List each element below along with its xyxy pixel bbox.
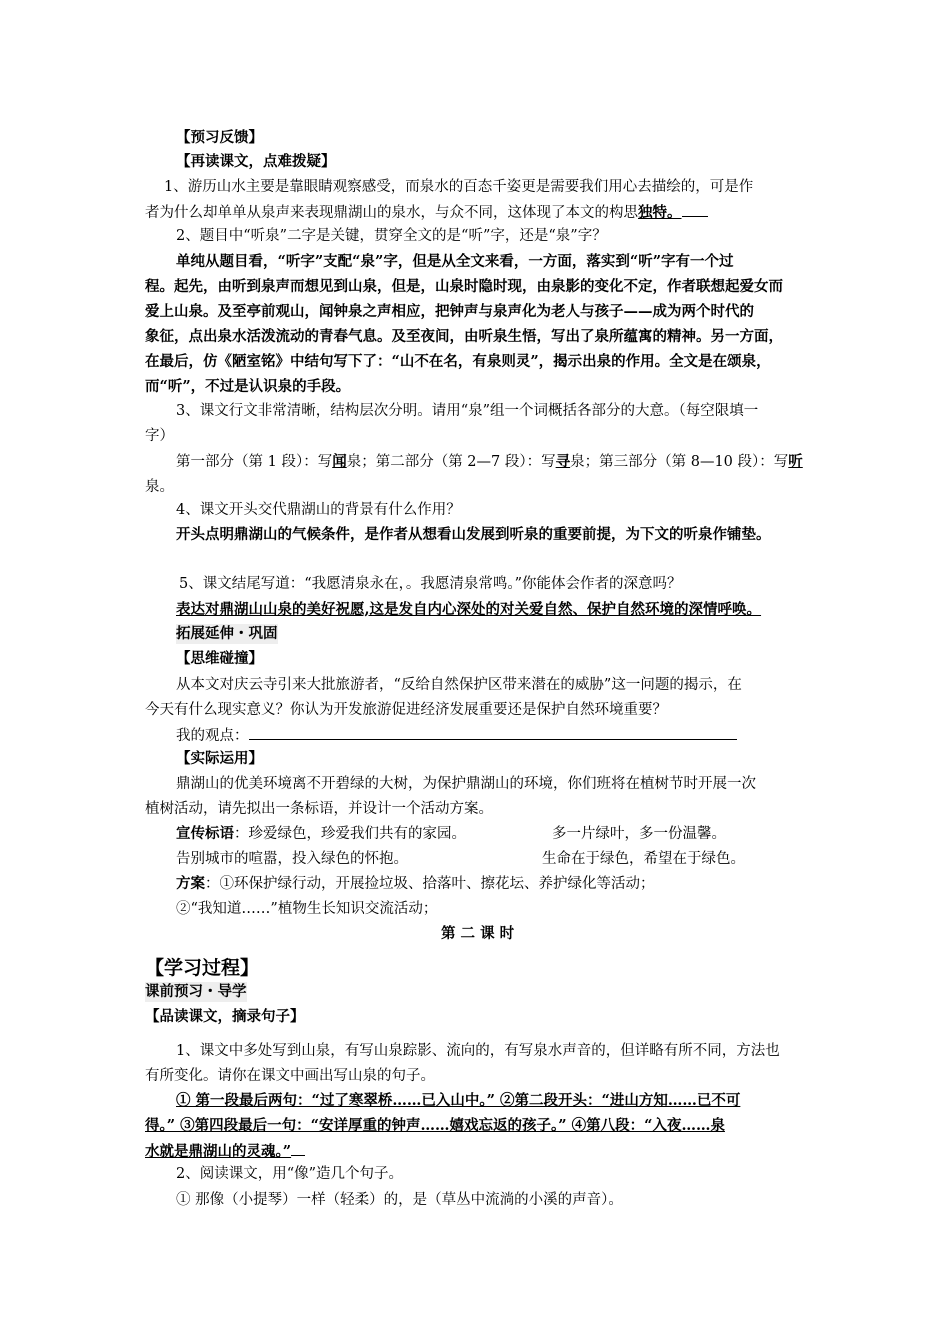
slogan-1: ：珍爱绿色，珍爱我们共有的家园。 (234, 826, 466, 842)
thinking-heading: 【思维碰撞】 (176, 650, 263, 667)
question-3-line-1: 3、课文行文非常清晰，结构层次分明。请用“泉”组一个词概括各部分的大意。（每空限填一 (176, 403, 759, 419)
part-3-label: 泉；第三部分（第 8—10 段）：写 (570, 454, 789, 470)
slogan-3: 告别城市的喧嚣，投入绿色的怀抱。 (176, 851, 408, 867)
preview-feedback-heading: 【预习反馈】 (176, 129, 263, 146)
question-1-line-1: 1、课文中多处写到山泉，有写山泉踪影、流向的，有写泉水声音的，但详略有所不同，方法也 (176, 1043, 780, 1059)
lesson-title: 第 二 课 时 (441, 925, 515, 942)
question-1-line-2: 有所变化。请你在课文中画出写山泉的句子。 (145, 1068, 435, 1084)
practice-heading: 【实际运用】 (176, 750, 263, 767)
answer-2-line: 在最后，仿《陋室铭》中结句写下了：“山不在名，有泉则灵”，揭示出泉的作用。全文是在颂泉， (145, 353, 771, 370)
my-view-row (176, 725, 737, 746)
question-2: 2、阅读课文，用“像”造几个句子。 (176, 1166, 404, 1182)
my-view-blank[interactable] (249, 725, 737, 740)
question-5: 5、课文结尾写道：“我愿清泉永在，。我愿清泉常鸣。”你能体会作者的深意吗？ (179, 576, 682, 592)
slogan-2: 多一片绿叶，多一份温馨。 (552, 826, 726, 842)
slogan-label: 宣传标语 (176, 825, 234, 842)
answer-1-line: ① 第一段最后两句：“过了寒翠桥……已入山中。” ②第二段开头：“进山方知……已不可 (176, 1092, 741, 1109)
practice-line-2: 植树活动，请先拟出一条标语，并设计一个活动方案。 (145, 801, 493, 817)
answer-2-line: 爱上山泉。及至亭前观山，闻钟泉之声相应，把钟声与泉声化为老人与孩子——成为两个时代的 (145, 303, 754, 320)
answer-2: ① 那像（小提琴）一样（轻柔）的，是（草丛中流淌的小溪的声音）。 (176, 1192, 623, 1208)
part-2-answer: 寻 (555, 453, 571, 470)
thinking-line-2: 今天有什么现实意义？你认为开发旅游促进经济发展重要还是保护自然环境重要？ (145, 702, 667, 718)
answer-2-line: 单纯从题目看，“听字”支配“泉”字，但是从全文来看，一方面，落实到“听”字有一个过 (176, 253, 734, 270)
question-1-line-2 (145, 202, 708, 223)
question-3-answers (176, 452, 803, 472)
learning-process-heading: 【学习过程】 (145, 957, 260, 979)
plan-row-1 (176, 874, 655, 894)
plan-2: ②“我知道……”植物生长知识交流活动； (176, 901, 438, 917)
answer-1-line (145, 1141, 305, 1162)
answer-1-line: 得。” ③第四段最后一句：“安详厚重的钟声……嬉戏忘返的孩子。” ④第八段：“入夜……泉 (145, 1117, 725, 1134)
answer-1-last: 水就是鼎湖山的灵魂。” (145, 1143, 292, 1160)
plan-1: ：①环保护绿行动，开展捡垃圾、拾落叶、擦花坛、养护绿化等活动； (205, 876, 655, 892)
extend-heading: 拓展延伸・巩固 (176, 625, 278, 642)
slogan-4: 生命在于绿色，希望在于绿色。 (542, 851, 745, 867)
my-view-label: 我的观点： (176, 728, 249, 744)
question-1-answer: 独特。 (638, 204, 682, 221)
slogan-row-1 (176, 824, 466, 844)
question-1-line-1: 1、游历山水主要是靠眼睛观察感受，而泉水的百态千姿更是需要我们用心去描绘的，可是作 (164, 179, 754, 195)
part-1-label: 第一部分（第 1 段）：写 (176, 454, 333, 470)
part-3-answer: 听 (788, 453, 803, 470)
answer-2-line: 而“听”，不过是认识泉的手段。 (145, 378, 351, 395)
preview-guide-heading: 课前预习・导学 (145, 983, 247, 1000)
part-1-answer: 闻 (332, 453, 347, 470)
question-2: 2、题目中“听泉”二字是关键，贯穿全文的是“听”字，还是“泉”字？ (176, 228, 607, 244)
thinking-line-1: 从本文对庆云寺引来大批旅游者，“反给自然保护区带来潜在的威胁”这一问题的揭示，在 (176, 677, 742, 693)
question-3-tail: 泉。 (145, 479, 174, 495)
part-2-label: 泉；第二部分（第 2—7 段）：写 (346, 454, 556, 470)
question-4: 4、课文开头交代鼎湖山的背景有什么作用？ (176, 502, 461, 518)
reread-heading: 【再读课文，点难拨疑】 (176, 153, 336, 170)
question-3-line-2: 字） (145, 428, 174, 444)
answer-2-line: 程。起先，由听到泉声而想见到山泉，但是，山泉时隐时现，由泉影的变化不定，作者联想起爱女而 (145, 278, 783, 295)
answer-5: 表达对鼎湖山山泉的美好祝愿,这是发自内心深处的对关爱自然、保护自然环境的深情呼唤。 (176, 601, 762, 618)
answer-4: 开头点明鼎湖山的气候条件，是作者从想看山发展到听泉的重要前提，为下文的听泉作铺垫。 (176, 526, 771, 543)
read-excerpt-heading: 【品读课文，摘录句子】 (145, 1008, 305, 1025)
answer-2-line: 象征，点出泉水活泼流动的青春气息。及至夜间，由听泉生悟，写出了泉所蕴寓的精神。另一方面， (145, 328, 783, 345)
answer-blank (682, 202, 708, 217)
answer-blank (291, 1141, 305, 1156)
plan-label: 方案 (176, 875, 205, 892)
practice-line-1: 鼎湖山的优美环境离不开碧绿的大树，为保护鼎湖山的环境，你们班将在植树节时开展一次 (176, 776, 756, 792)
question-1-text: 者为什么却单单从泉声来表现鼎湖山的泉水，与众不同，这体现了本文的构思 (145, 205, 638, 221)
